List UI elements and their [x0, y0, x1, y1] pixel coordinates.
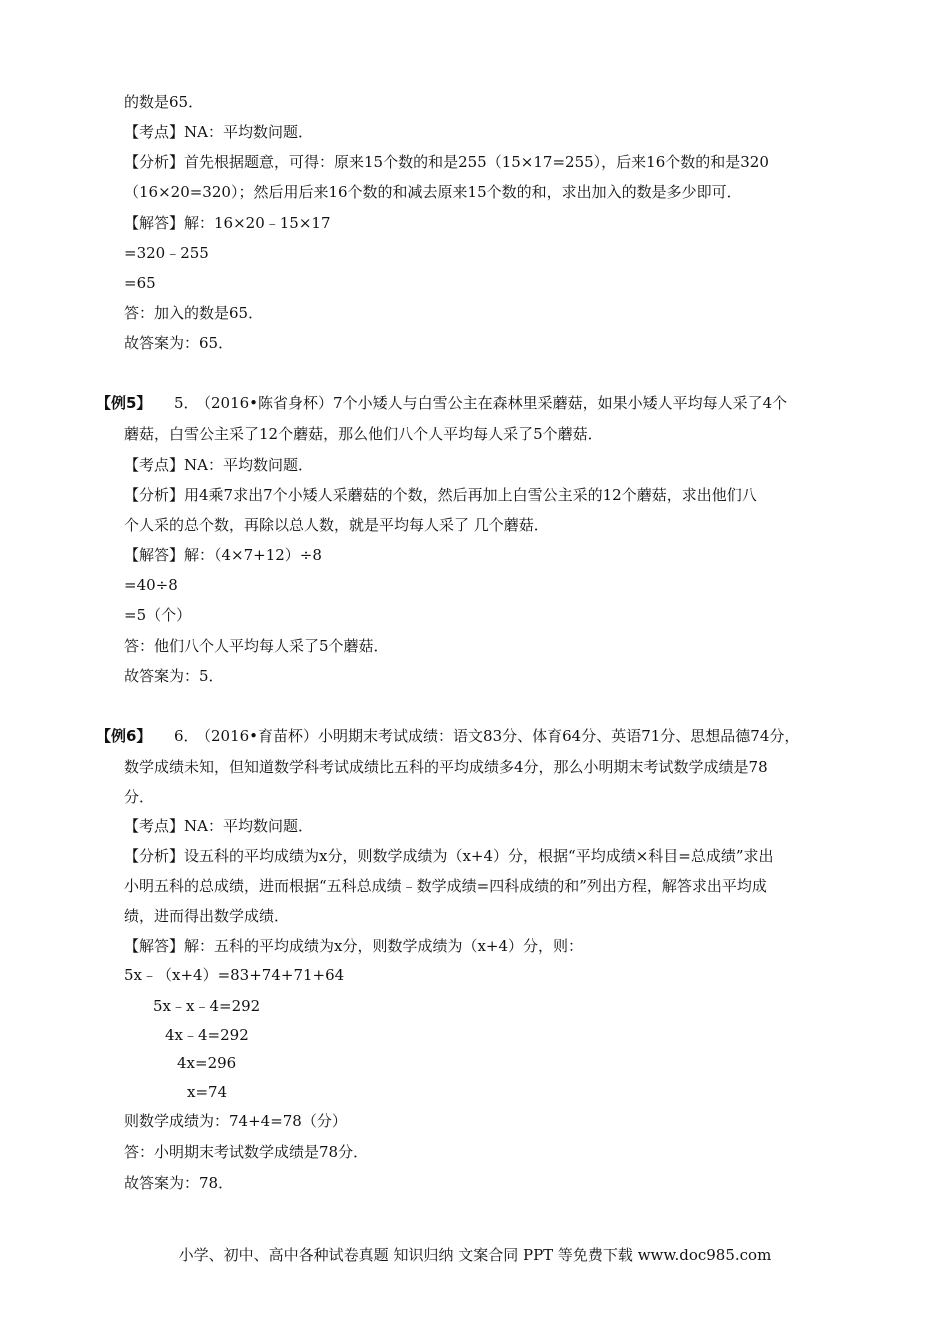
jieda-line: 【解答】解：16×20﹣15×17 [124, 214, 331, 232]
fenxi-line: 【分析】用4乘7求出7个小矮人采蘑菇的个数，然后再加上白雪公主采的12个蘑菇，求出他们八 [124, 486, 757, 504]
fenxi-line-cont: 个人采的总个数，再除以总人数，就是平均每人采了 几个蘑菇． [124, 516, 549, 534]
fenxi-line-cont: 小明五科的总成绩，进而根据“五科总成绩﹣数学成绩=四科成绩的和”列出方程，解答求出平均成 [124, 877, 767, 895]
equation-line: 5x﹣（x+4）=83+74+71+64 [124, 966, 345, 984]
kaodian-line: 【考点】NA：平均数问题． [124, 817, 313, 835]
fenxi-line: 【分析】设五科的平均成绩为x分，则数学成绩为（x+4）分，根据“平均成绩×科目=总成绩”求出 [124, 847, 774, 865]
jieda-line: 【解答】解：（4×7+12）÷8 [124, 546, 322, 564]
example-6-tag: 【例6】 [96, 727, 152, 745]
calc-line: =40÷8 [124, 576, 178, 594]
example-5-question: （2016•陈省身杯）7个小矮人与白雪公主在森林里采蘑菇，如果小矮人平均每人采了4个 [196, 394, 788, 412]
final-answer-line: 故答案为：65． [124, 334, 234, 352]
example-6-number: 6． [174, 727, 199, 745]
example-5-question-cont: 蘑菇，白雪公主采了12个蘑菇，那么他们八个人平均每人采了5个蘑菇． [124, 425, 603, 443]
final-answer-line: 故答案为：5． [124, 667, 224, 685]
equation-line: 4x﹣4=292 [165, 1026, 249, 1044]
answer-line: 答：小明期末考试数学成绩是78分． [124, 1143, 369, 1161]
calc-line: =320﹣255 [124, 244, 209, 262]
calc-line: =5（个） [124, 606, 192, 624]
example-6-question: （2016•育苗杯）小明期末考试成绩：语文83分、体育64分、英语71分、思想品德74分， [196, 727, 800, 745]
fenxi-line-cont: （16×20=320）；然后用后来16个数的和减去原来15个数的和，求出加入的数是多少即可． [124, 183, 742, 201]
jieda-line: 【解答】解：五科的平均成绩为x分，则数学成绩为（x+4）分，则： [124, 937, 584, 955]
kaodian-line: 【考点】NA：平均数问题． [124, 456, 313, 474]
final-answer-line: 故答案为：78． [124, 1174, 234, 1192]
fenxi-line: 【分析】首先根据题意，可得：原来15个数的和是255（15×17=255），后来16个数的和是320 [124, 153, 769, 171]
equation-line: x=74 [187, 1083, 228, 1101]
kaodian-line: 【考点】NA：平均数问题． [124, 123, 313, 141]
calc-line: =65 [124, 274, 156, 292]
calc-line: 则数学成绩为：74+4=78（分） [124, 1112, 347, 1130]
text-line: 的数是65． [124, 93, 204, 111]
equation-line: 4x=296 [177, 1054, 237, 1072]
example-5-number: 5． [174, 394, 199, 412]
example-6-question-cont: 分． [124, 788, 155, 806]
answer-line: 答：加入的数是65． [124, 304, 264, 322]
example-6-question-cont: 数学成绩未知，但知道数学科考试成绩比五科的平均成绩多4分，那么小明期末考试数学成绩是78 [124, 758, 768, 776]
answer-line: 答：他们八个人平均每人采了5个蘑菇． [124, 637, 389, 655]
equation-line: 5x﹣x﹣4=292 [153, 997, 261, 1015]
fenxi-line-cont: 绩，进而得出数学成绩． [124, 907, 290, 925]
page-footer: 小学、初中、高中各种试卷真题 知识归纳 文案合同 PPT 等免费下载 www.doc985.com [178, 1246, 772, 1264]
example-5-tag: 【例5】 [96, 394, 152, 412]
